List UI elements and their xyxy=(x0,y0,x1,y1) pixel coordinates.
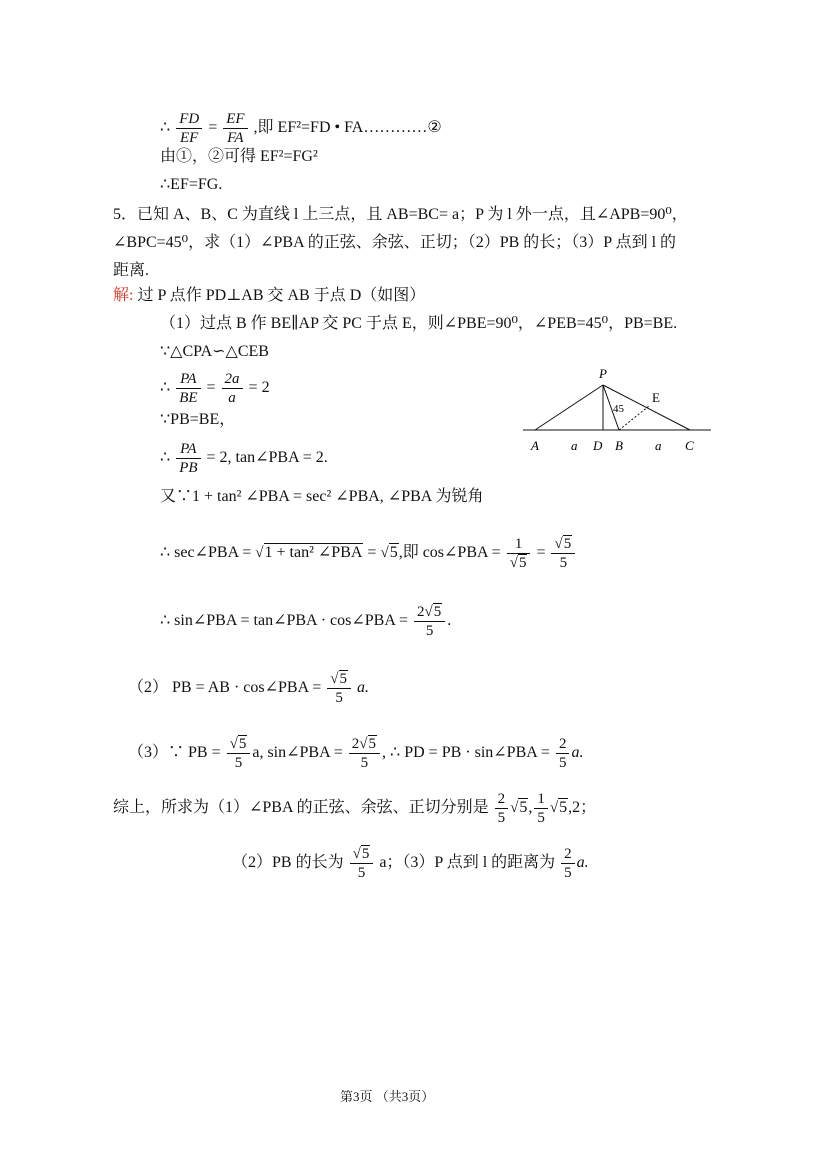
geometry-figure xyxy=(515,360,715,460)
solution-intro: 解: 过 P 点作 PD⊥AB 交 AB 于点 D（如图） xyxy=(113,287,426,304)
fraction: $\frac{FD}{EF}$ xyxy=(176,110,202,147)
fraction: $\frac{EF}{FA}$ xyxy=(223,110,247,147)
text-line: （1）过点 B 作 BE∥AP 交 PC 于点 E，则∠PBE=90⁰，∠PEB=45⁰，PB=BE. xyxy=(160,315,678,332)
solution-label: 解: xyxy=(113,287,134,304)
label-a: A xyxy=(531,438,539,453)
text-line: 又∵1 + tan² ∠PBA = sec² ∠PBA, ∠PBA 为锐角 xyxy=(160,488,484,505)
equation-pd-distance: （3）∵ PB = $\frac{√5}{5}$ a, sin∠PBA = $\frac{2√5}{5}$ , ∴ PD = PB · sin∠PBA = $\frac{2}{5}$ a. xyxy=(128,736,584,771)
equation-pb-length: （2） PB = AB · cos∠PBA = $\frac{√5}{5}$ a. xyxy=(128,671,370,706)
label-b: B xyxy=(615,438,623,453)
equation-tan: ∴ $\frac{PA}{PB}$ = 2, tan∠PBA = 2. xyxy=(160,441,328,476)
text-line: 由①，②可得 EF²=FG² xyxy=(160,148,318,165)
problem-5-line-1: 5．已知 A、B、C 为直线 l 上三点，且 AB=BC= a；P 为 l 外一点，且∠APB=90⁰， xyxy=(113,206,688,223)
summary-line-2: （2）PB 的长为 $\frac{√5}{5}$ a；（3）P 点到 l 的距离为 $\frac{2}{5}$ a. xyxy=(232,846,589,881)
label-p: P xyxy=(599,366,607,381)
text-line: ∵PB=BE， xyxy=(160,411,236,428)
label-angle: 45 xyxy=(613,403,624,415)
equation-ratio: ∴ $\frac{FD}{EF}$ = $\frac{EF}{FA}$ ,即 EF²=FD • FA…………② xyxy=(160,111,442,146)
segment-pa xyxy=(535,385,603,430)
summary-line-1: 综上，所求为（1）∠PBA 的正弦、余弦、正切分别是 $\frac{2}{5}$ √5, $\frac{1}{5}$ √5,2； xyxy=(113,791,597,826)
label-a-length-2: a xyxy=(655,438,662,453)
label-c: C xyxy=(685,438,694,453)
equation-sin: ∴ sin∠PBA = tan∠PBA · cos∠PBA = $\frac{2√5}{5}$ . xyxy=(160,604,452,639)
page-footer: 第3页 （共3页） xyxy=(340,1089,435,1104)
label-d: D xyxy=(593,438,603,453)
label-e: E xyxy=(652,390,660,405)
text-line: ∵△CPA∽△CEB xyxy=(160,343,269,360)
text-line: ∴EF=FG. xyxy=(160,176,223,193)
equation-sec-cos: ∴ sec∠PBA = √1 + tan² ∠PBA = √5,即 cos∠PBA = $\frac{1}{√5}$ = $\frac{√5}{5}$ xyxy=(160,535,577,572)
problem-5-line-3: 距离. xyxy=(113,262,150,279)
equation-similar-ratio: ∴ $\frac{PA}{BE}$ = $\frac{2a}{a}$ = 2 xyxy=(160,371,270,406)
label-a-length-1: a xyxy=(571,438,578,453)
problem-5-line-2: ∠BPC=45⁰，求（1）∠PBA 的正弦、余弦、正切；（2）PB 的长；（3）P 点到 l 的 xyxy=(113,234,677,251)
